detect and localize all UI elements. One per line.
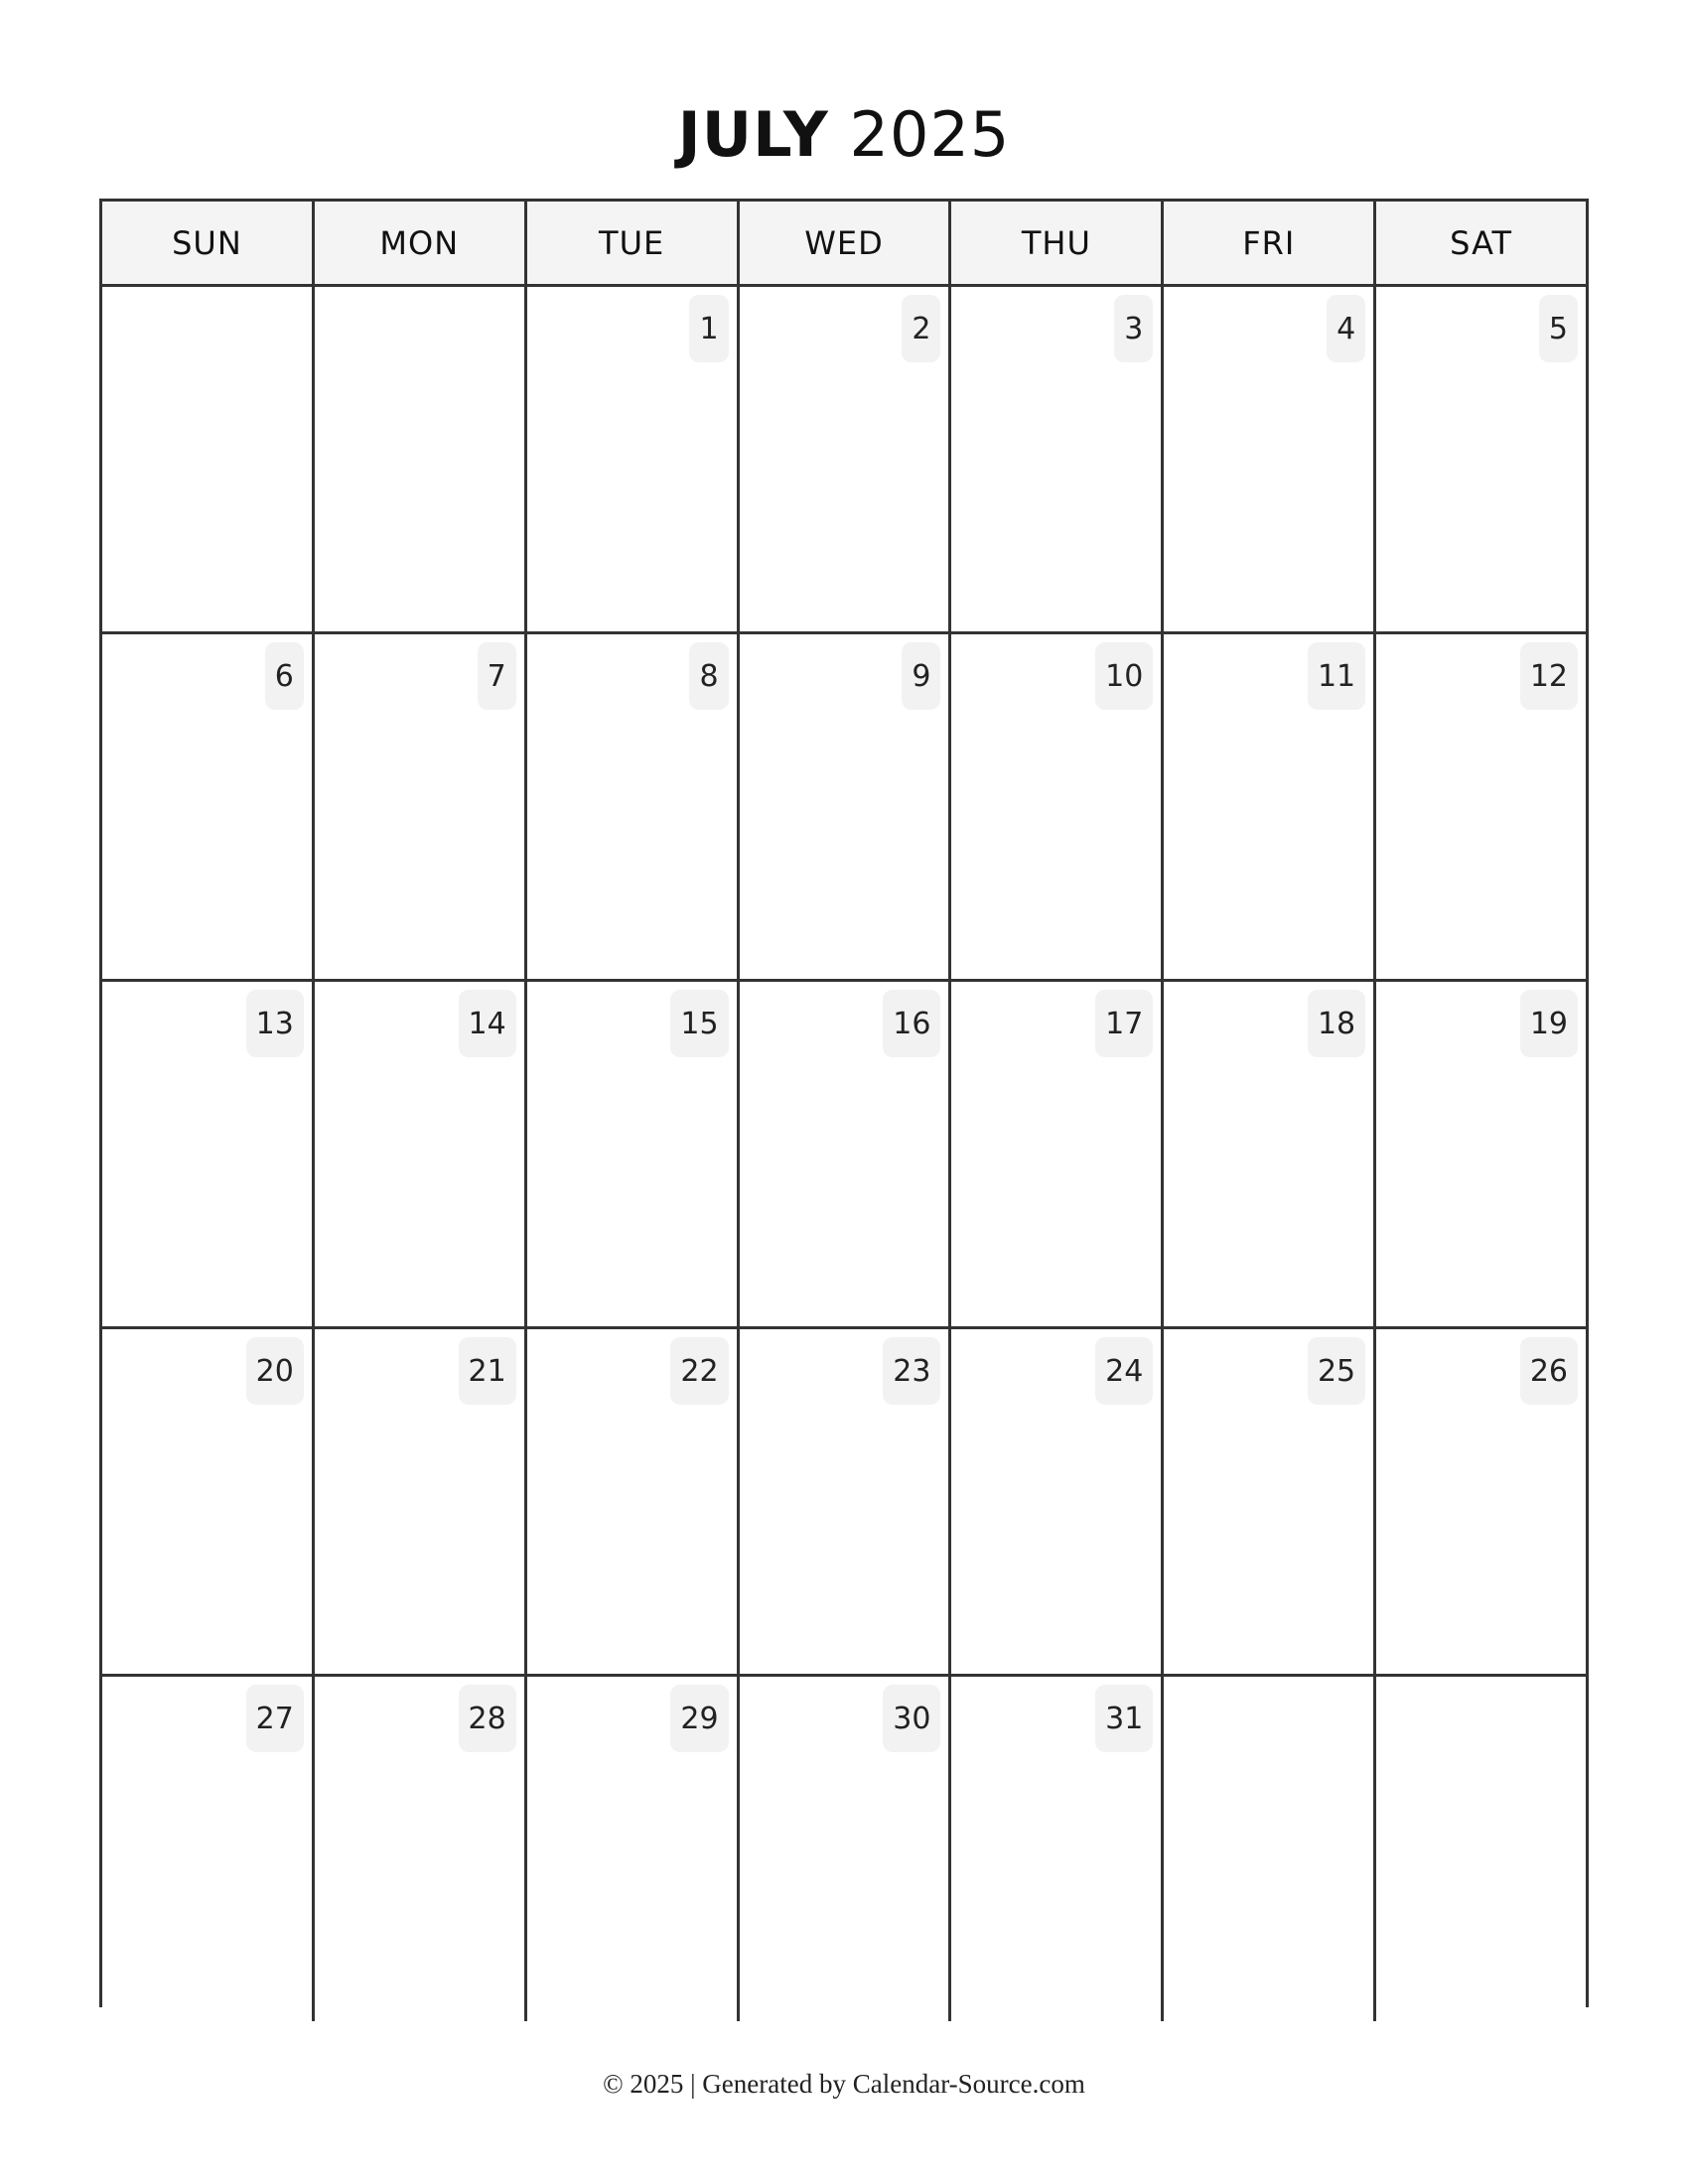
- day-cell[interactable]: [951, 982, 1164, 1326]
- day-number: 10: [1095, 642, 1153, 710]
- title-month: JULY: [677, 98, 829, 171]
- day-cell[interactable]: [740, 634, 952, 979]
- day-cell[interactable]: [1376, 634, 1586, 979]
- footer-credit: © 2025 | Generated by Calendar-Source.com: [603, 2069, 1085, 2099]
- day-number: 31: [1095, 1685, 1153, 1752]
- day-cell[interactable]: [951, 1677, 1164, 2021]
- day-number: 18: [1308, 990, 1365, 1057]
- day-cell[interactable]: [740, 1329, 952, 1674]
- day-number: 2: [902, 295, 940, 362]
- day-cell[interactable]: [315, 287, 527, 631]
- weekday-wed: WED: [740, 202, 952, 284]
- day-number: 16: [883, 990, 940, 1057]
- day-cell[interactable]: [1164, 287, 1376, 631]
- day-cell[interactable]: [740, 982, 952, 1326]
- day-number: 24: [1095, 1337, 1153, 1405]
- day-cell[interactable]: [740, 1677, 952, 2021]
- weekday-header-row: [102, 202, 1586, 287]
- day-cell[interactable]: [527, 1329, 740, 1674]
- day-number: 15: [670, 990, 728, 1057]
- day-number: 8: [689, 642, 728, 710]
- day-number: 17: [1095, 990, 1153, 1057]
- calendar-grid: [99, 199, 1589, 2007]
- calendar-title: [0, 95, 1688, 175]
- day-cell[interactable]: [740, 287, 952, 631]
- day-number: 26: [1520, 1337, 1578, 1405]
- day-cell[interactable]: [102, 1329, 315, 1674]
- day-cell[interactable]: [315, 1329, 527, 1674]
- weekday-thu: THU: [951, 202, 1164, 284]
- weekday-tue: TUE: [527, 202, 740, 284]
- day-cell[interactable]: [102, 982, 315, 1326]
- day-number: 25: [1308, 1337, 1365, 1405]
- day-cell[interactable]: [1164, 982, 1376, 1326]
- day-number: 11: [1308, 642, 1365, 710]
- week-row-5: [102, 1677, 1586, 2021]
- day-cell[interactable]: [1164, 634, 1376, 979]
- day-number: 14: [459, 990, 516, 1057]
- day-number: 6: [265, 642, 304, 710]
- day-cell[interactable]: [315, 634, 527, 979]
- day-cell[interactable]: [951, 634, 1164, 979]
- day-number: 19: [1520, 990, 1578, 1057]
- week-row-4: [102, 1329, 1586, 1677]
- day-number: 9: [902, 642, 940, 710]
- day-cell[interactable]: [1376, 1329, 1586, 1674]
- day-number: 13: [246, 990, 304, 1057]
- weekday-mon: MON: [315, 202, 527, 284]
- day-cell[interactable]: [951, 287, 1164, 631]
- day-number: 29: [670, 1685, 728, 1752]
- day-cell[interactable]: [527, 634, 740, 979]
- day-cell[interactable]: [527, 982, 740, 1326]
- day-cell[interactable]: [102, 287, 315, 631]
- day-number: 22: [670, 1337, 728, 1405]
- day-cell[interactable]: [102, 634, 315, 979]
- day-cell[interactable]: [315, 982, 527, 1326]
- day-number: 3: [1114, 295, 1153, 362]
- day-cell[interactable]: [527, 287, 740, 631]
- day-number: 23: [883, 1337, 940, 1405]
- day-cell[interactable]: [1376, 982, 1586, 1326]
- day-number: 12: [1520, 642, 1578, 710]
- day-cell[interactable]: [527, 1677, 740, 2021]
- day-cell[interactable]: [1376, 287, 1586, 631]
- day-cell[interactable]: [315, 1677, 527, 2021]
- week-row-1: [102, 287, 1586, 634]
- day-cell[interactable]: [102, 1677, 315, 2021]
- day-number: 28: [459, 1685, 516, 1752]
- day-number: 30: [883, 1685, 940, 1752]
- day-cell[interactable]: [1164, 1329, 1376, 1674]
- day-number: 7: [478, 642, 516, 710]
- day-number: 4: [1327, 295, 1365, 362]
- weekday-sat: SAT: [1450, 223, 1513, 262]
- day-number: 20: [246, 1337, 304, 1405]
- day-number: 1: [689, 295, 728, 362]
- day-number: 21: [459, 1337, 516, 1405]
- title-year: 2025: [849, 98, 1011, 171]
- day-cell[interactable]: [951, 1329, 1164, 1674]
- day-cell[interactable]: [1164, 1677, 1376, 2021]
- day-number: 5: [1539, 295, 1578, 362]
- day-cell[interactable]: [1376, 1677, 1586, 2021]
- weekday-sun: SUN: [102, 202, 315, 284]
- week-row-3: [102, 982, 1586, 1329]
- day-number: 27: [246, 1685, 304, 1752]
- week-row-2: [102, 634, 1586, 982]
- weekday-fri: FRI: [1164, 202, 1376, 284]
